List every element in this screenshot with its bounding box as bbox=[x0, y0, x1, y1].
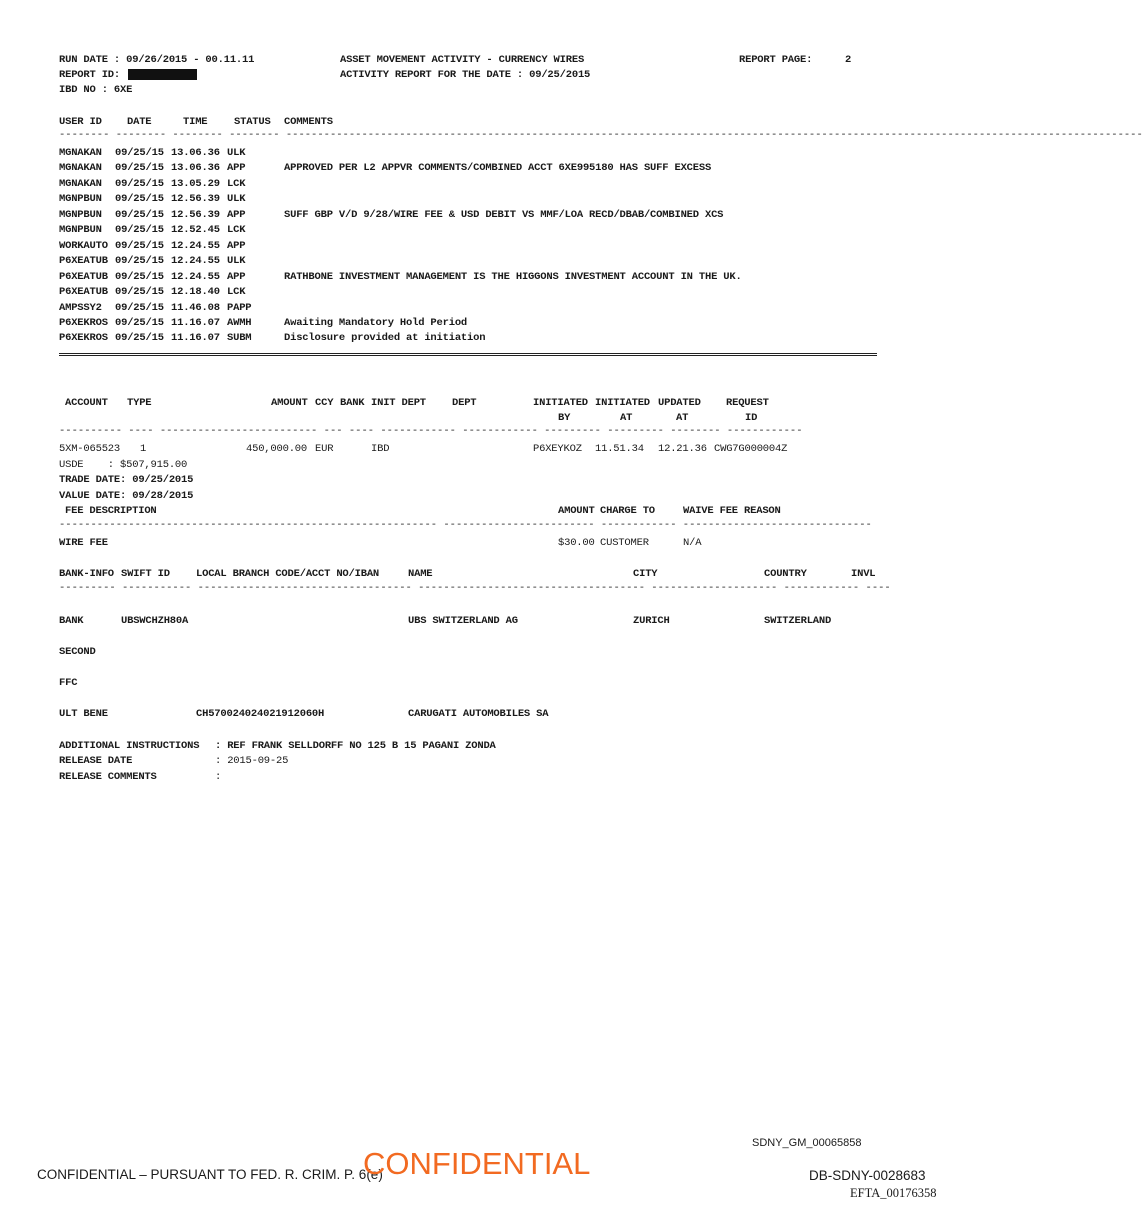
second-bank-label: SECOND bbox=[59, 646, 96, 658]
divider: ---------- ---- ------------------------- --- ---- ------------ ------------ --------- --------- -------- ------------ bbox=[59, 425, 803, 437]
fee-amount-header: AMOUNT bbox=[558, 505, 595, 517]
row-status: ULK bbox=[227, 255, 246, 267]
row-date: 09/25/15 bbox=[115, 332, 164, 344]
row-time: 12.52.45 bbox=[171, 224, 220, 236]
bank-city: ZURICH bbox=[633, 615, 670, 627]
report-id-label: REPORT ID: bbox=[59, 69, 121, 81]
usde-value: USDE : $507,915.00 bbox=[59, 459, 188, 471]
ffc-label: FFC bbox=[59, 677, 78, 689]
row-user-id: MGNPBUN bbox=[59, 224, 102, 236]
col-amount: AMOUNT bbox=[271, 397, 308, 409]
confidential-stamp: CONFIDENTIAL bbox=[363, 1146, 591, 1181]
col-comments: COMMENTS bbox=[284, 116, 333, 128]
col-type: TYPE bbox=[127, 397, 152, 409]
fee-charge-to: CUSTOMER bbox=[600, 537, 649, 549]
col-initiated-by-2: BY bbox=[558, 412, 571, 424]
ult-bene-name: CARUGATI AUTOMOBILES SA bbox=[408, 708, 549, 720]
run-date: RUN DATE : 09/26/2015 - 00.11.11 bbox=[59, 54, 255, 66]
row-user-id: P6XEATUB bbox=[59, 255, 108, 267]
row-time: 13.06.36 bbox=[171, 162, 220, 174]
initiated-by-value: P6XEYKOZ bbox=[533, 443, 582, 455]
bank-label: BANK bbox=[59, 615, 84, 627]
col-updated-2: AT bbox=[676, 412, 689, 424]
fee-description-header: FEE DESCRIPTION bbox=[65, 505, 157, 517]
request-id-value: CWG7G000004Z bbox=[714, 443, 788, 455]
report-page-number: 2 bbox=[845, 54, 852, 66]
divider: ------------------------------------------------------------ ------------------------ ------------ ------------------------------ bbox=[59, 519, 872, 531]
row-comment: APPROVED PER L2 APPVR COMMENTS/COMBINED ACCT 6XE995180 HAS SUFF EXCESS bbox=[284, 162, 712, 174]
country-header: COUNTRY bbox=[764, 568, 807, 580]
row-time: 12.24.55 bbox=[171, 271, 220, 283]
row-user-id: MGNAKAN bbox=[59, 162, 102, 174]
report-subtitle: ACTIVITY REPORT FOR THE DATE : 09/25/2015 bbox=[340, 69, 591, 81]
col-user-id: USER ID bbox=[59, 116, 102, 128]
row-user-id: AMPSSY2 bbox=[59, 302, 102, 314]
row-status: ULK bbox=[227, 147, 246, 159]
row-time: 12.56.39 bbox=[171, 209, 220, 221]
row-comment: SUFF GBP V/D 9/28/WIRE FEE & USD DEBIT VS MMF/LOA RECD/DBAB/COMBINED XCS bbox=[284, 209, 724, 221]
row-time: 13.06.36 bbox=[171, 147, 220, 159]
col-init-dept: INIT DEPT bbox=[371, 397, 426, 409]
row-status: LCK bbox=[227, 178, 246, 190]
name-header: NAME bbox=[408, 568, 433, 580]
row-time: 13.05.29 bbox=[171, 178, 220, 190]
local-branch-header: LOCAL BRANCH CODE/ACCT NO/IBAN bbox=[196, 568, 380, 580]
col-date: DATE bbox=[127, 116, 152, 128]
row-status: APP bbox=[227, 162, 246, 174]
row-time: 12.24.55 bbox=[171, 240, 220, 252]
row-date: 09/25/15 bbox=[115, 178, 164, 190]
row-status: APP bbox=[227, 271, 246, 283]
bank-info-header: BANK-INFO bbox=[59, 568, 114, 580]
additional-instructions-value: : REF FRANK SELLDORFF NO 125 B 15 PAGANI ZONDA bbox=[215, 740, 496, 752]
report-title: ASSET MOVEMENT ACTIVITY - CURRENCY WIRES bbox=[340, 54, 585, 66]
col-bank: BANK bbox=[340, 397, 365, 409]
row-user-id: P6XEATUB bbox=[59, 271, 108, 283]
row-comment: Disclosure provided at initiation bbox=[284, 332, 486, 344]
row-date: 09/25/15 bbox=[115, 240, 164, 252]
row-date: 09/25/15 bbox=[115, 193, 164, 205]
row-user-id: MGNPBUN bbox=[59, 209, 102, 221]
col-status: STATUS bbox=[234, 116, 271, 128]
init-dept-value: IBD bbox=[371, 443, 390, 455]
col-initiated-at: INITIATED bbox=[595, 397, 650, 409]
double-divider bbox=[59, 353, 877, 356]
row-time: 12.24.55 bbox=[171, 255, 220, 267]
bank-swift: UBSWCHZH80A bbox=[121, 615, 189, 627]
row-time: 11.16.07 bbox=[171, 332, 220, 344]
row-status: APP bbox=[227, 240, 246, 252]
col-ccy: CCY bbox=[315, 397, 334, 409]
row-user-id: P6XEATUB bbox=[59, 286, 108, 298]
swift-id-header: SWIFT ID bbox=[121, 568, 170, 580]
col-dept: DEPT bbox=[452, 397, 477, 409]
row-date: 09/25/15 bbox=[115, 302, 164, 314]
trade-date: TRADE DATE: 09/25/2015 bbox=[59, 474, 194, 486]
redaction-bar bbox=[128, 69, 197, 80]
fee-amount: $30.00 bbox=[558, 537, 595, 549]
row-user-id: MGNAKAN bbox=[59, 147, 102, 159]
row-comment: Awaiting Mandatory Hold Period bbox=[284, 317, 468, 329]
row-status: SUBM bbox=[227, 332, 252, 344]
additional-instructions-label: ADDITIONAL INSTRUCTIONS bbox=[59, 740, 200, 752]
updated-at-value: 12.21.36 bbox=[658, 443, 707, 455]
city-header: CITY bbox=[633, 568, 658, 580]
amount-value: 450,000.00 bbox=[246, 443, 308, 455]
ibd-number: IBD NO : 6XE bbox=[59, 84, 133, 96]
divider: --------- ----------- ---------------------------------- ------------------------------------ -------------------- ------------ ---- bbox=[59, 582, 891, 594]
row-time: 12.56.39 bbox=[171, 193, 220, 205]
col-initiated-by: INITIATED bbox=[533, 397, 588, 409]
row-date: 09/25/15 bbox=[115, 162, 164, 174]
report-page-label: REPORT PAGE: bbox=[739, 54, 813, 66]
row-time: 11.46.08 bbox=[171, 302, 220, 314]
release-comments-value: : bbox=[215, 771, 222, 783]
account-type: 1 bbox=[140, 443, 147, 455]
row-user-id: MGNPBUN bbox=[59, 193, 102, 205]
row-date: 09/25/15 bbox=[115, 209, 164, 221]
row-date: 09/25/15 bbox=[115, 224, 164, 236]
row-status: LCK bbox=[227, 286, 246, 298]
row-status: ULK bbox=[227, 193, 246, 205]
row-date: 09/25/15 bbox=[115, 271, 164, 283]
release-date-label: RELEASE DATE bbox=[59, 755, 133, 767]
db-sdny-number: DB-SDNY-0028683 bbox=[809, 1168, 926, 1183]
release-comments-label: RELEASE COMMENTS bbox=[59, 771, 157, 783]
currency-value: EUR bbox=[315, 443, 334, 455]
bates-number: SDNY_GM_00065858 bbox=[752, 1137, 862, 1149]
row-user-id: WORKAUTO bbox=[59, 240, 108, 252]
row-status: APP bbox=[227, 209, 246, 221]
row-user-id: MGNAKAN bbox=[59, 178, 102, 190]
bank-name: UBS SWITZERLAND AG bbox=[408, 615, 518, 627]
col-request-2: ID bbox=[745, 412, 758, 424]
release-date-value: : 2015-09-25 bbox=[215, 755, 289, 767]
invl-header: INVL bbox=[851, 568, 876, 580]
efta-number: EFTA_00176358 bbox=[850, 1186, 937, 1200]
row-date: 09/25/15 bbox=[115, 317, 164, 329]
bank-country: SWITZERLAND bbox=[764, 615, 832, 627]
row-status: PAPP bbox=[227, 302, 252, 314]
row-time: 12.18.40 bbox=[171, 286, 220, 298]
col-request: REQUEST bbox=[726, 397, 769, 409]
row-comment: RATHBONE INVESTMENT MANAGEMENT IS THE HIGGONS INVESTMENT ACCOUNT IN THE UK. bbox=[284, 271, 742, 283]
col-initiated-at-2: AT bbox=[620, 412, 633, 424]
account-number: 5XM-065523 bbox=[59, 443, 121, 455]
row-status: LCK bbox=[227, 224, 246, 236]
divider: -------- -------- -------- -------- ---------------------------------------------------------------------------------------------------------------------------------------- bbox=[59, 129, 1143, 141]
confidential-note: CONFIDENTIAL – PURSUANT TO FED. R. CRIM. P. 6(e) bbox=[37, 1167, 383, 1182]
row-time: 11.16.07 bbox=[171, 317, 220, 329]
ult-bene-iban: CH570024024021912060H bbox=[196, 708, 325, 720]
initiated-at-value: 11.51.34 bbox=[595, 443, 644, 455]
col-time: TIME bbox=[183, 116, 208, 128]
row-user-id: P6XEKROS bbox=[59, 332, 108, 344]
row-user-id: P6XEKROS bbox=[59, 317, 108, 329]
fee-charge-to-header: CHARGE TO bbox=[600, 505, 655, 517]
fee-description: WIRE FEE bbox=[59, 537, 108, 549]
row-date: 09/25/15 bbox=[115, 255, 164, 267]
row-status: AWMH bbox=[227, 317, 252, 329]
col-account: ACCOUNT bbox=[65, 397, 108, 409]
ult-bene-label: ULT BENE bbox=[59, 708, 108, 720]
value-date: VALUE DATE: 09/28/2015 bbox=[59, 490, 194, 502]
row-date: 09/25/15 bbox=[115, 147, 164, 159]
row-date: 09/25/15 bbox=[115, 286, 164, 298]
col-updated: UPDATED bbox=[658, 397, 701, 409]
fee-waive-reason: N/A bbox=[683, 537, 702, 549]
fee-waive-reason-header: WAIVE FEE REASON bbox=[683, 505, 781, 517]
